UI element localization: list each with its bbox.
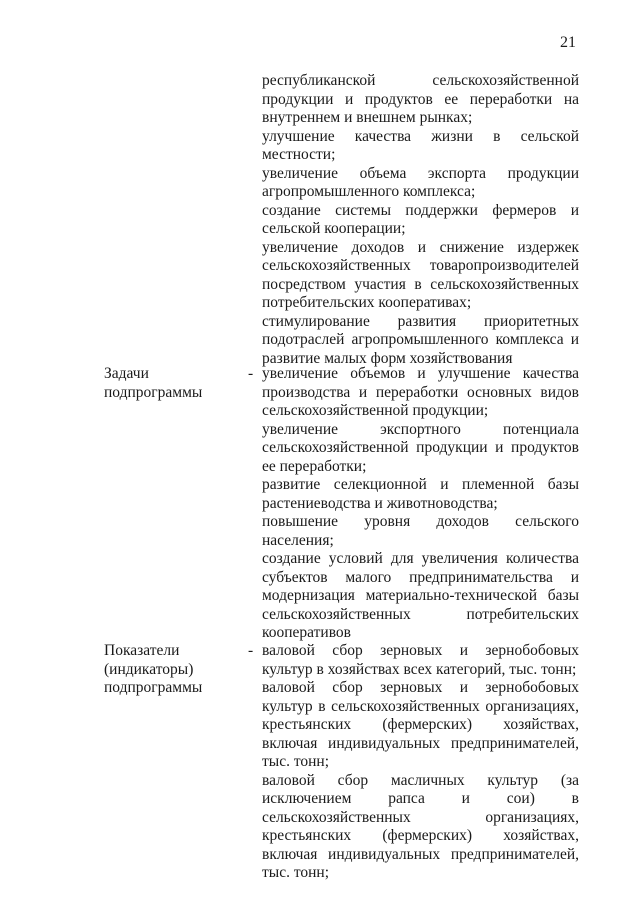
tasks-list [262, 365, 579, 643]
task-item: развитие селекционной и племенной базы растениеводства и животноводства; [262, 476, 579, 512]
tasks-label-line: подпрограммы [104, 383, 203, 401]
indicator-item: валовой сбор масличных культур (за исключением рапса и сои) в сельскохозяйственных организациях, крестьянских (фермерских) хозяйствах, включая индивидуальных предпринимателей, тыс. тонн; [262, 771, 579, 881]
indicators-list [262, 642, 579, 883]
task-item: создание условий для увеличения количества субъектов малого предпринимательства и модернизация материально-технической базы сельскохозяйственных потребительских кооперативов [262, 550, 579, 641]
indicator-item: валовой сбор зерновых и зернобобовых культур в сельскохозяйственных организациях, крестьянских (фермерских) хозяйствах, включая индивидуальных предпринимателей, тыс. тонн; [262, 679, 579, 770]
tasks-dash: - [248, 365, 254, 382]
goal-item: увеличение объема экспорта продукции агропромышленного комплекса; [262, 164, 579, 200]
indicators-label [104, 642, 234, 698]
goal-item: создание системы поддержки фермеров и сельской кооперации; [262, 201, 579, 237]
tasks-label-line: Задачи [104, 365, 149, 382]
task-item: повышение уровня доходов сельского населения; [262, 513, 579, 549]
indicators-label-line: (индикаторы) [104, 660, 194, 678]
tasks-label [104, 365, 234, 402]
goal-item: улучшение качества жизни в сельской местности; [262, 127, 579, 163]
goal-item: республиканской сельскохозяйственной продукции и продуктов ее переработки на внутреннем и внешнем рынках; [262, 72, 579, 126]
goal-item: увеличение доходов и снижение издержек сельскохозяйственных товаропроизводителей посредством участия в сельскохозяйственных потребительских кооперативах; [262, 238, 579, 311]
indicators-label-line: Показатели [104, 642, 180, 659]
task-item: увеличение объемов и улучшение качества производства и переработки основных видов сельскохозяйственной продукции; [262, 365, 579, 419]
goal-item: стимулирование развития приоритетных подотраслей агропромышленного комплекса и развитие малых форм хозяйствования [262, 312, 579, 367]
indicators-dash: - [248, 642, 254, 659]
goals-continuation-list [262, 72, 579, 368]
page-number: 21 [560, 34, 576, 51]
task-item: увеличение экспортного потенциала сельскохозяйственной продукции и продуктов ее переработки; [262, 420, 579, 475]
indicator-item: валовой сбор зерновых и зернобобовых культур в хозяйствах всех категорий, тыс. тонн; [262, 642, 579, 678]
indicators-label-line: подпрограммы [104, 679, 203, 696]
